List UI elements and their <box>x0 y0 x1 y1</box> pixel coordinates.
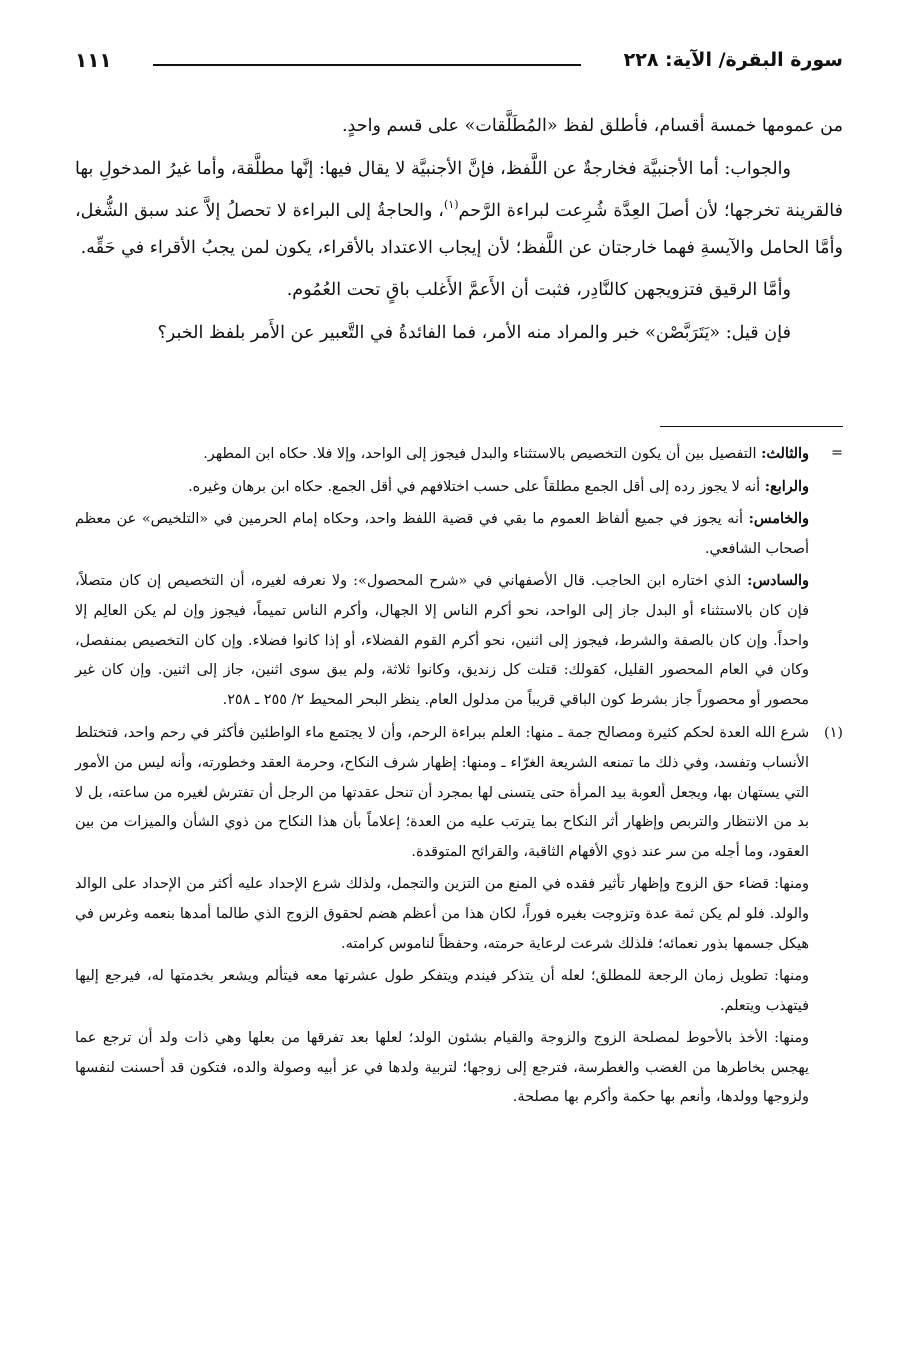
body-paragraph: من عمومها خمسة أقسام، فأطلق لفظ «المُطَلَّقات» على قسم واحدٍ. <box>341 116 843 136</box>
item-label: والثالث: <box>761 445 809 462</box>
footnotes <box>75 437 843 1113</box>
footnote-paragraph: ومنها: تطويل زمان الرجعة للمطلق؛ لعله أن يتذكر فيندم ويتفكر طول عشرتها معه فيتألم ويشعر بخدمتها له، فيرجع إليها فيتهذب ويتعلم. <box>75 968 809 1014</box>
page-header <box>75 40 843 80</box>
running-title: سورة البقرة/ الآية: ٢٢٨ <box>623 49 843 71</box>
body-paragraph: وأمَّا الرقيق فتزويجهن كالنَّادِر، فثبت أن الأَعمَّ الأَغلب باقٍ تحت العُمُوم. <box>286 280 791 300</box>
body-text: ، والحاجةُ إلى البراءة لا تحصلُ إلاَّ عند سبق الشُّغل، وأمَّا الحامل والآيسةِ فهما خارجتان عن اللَّفظ؛ لأن إيجاب الاعتداد بالأقراء، يكون لمن يجبُ الأقراء في حَقِّه. <box>75 201 843 258</box>
item-text: التفصيل بين أن يكون التخصيص بالاستثناء والبدل فيجوز إلى الواحد، وإلا فلا. حكاه ابن المطهر. <box>203 446 762 462</box>
footnote-reference: (١) <box>443 198 459 211</box>
body-paragraph <box>75 151 843 267</box>
main-text <box>75 108 843 351</box>
body-text: والجواب: أما الأجنبيَّة فخارجةٌ عن اللَّفظ، فإنَّ الأجنبيَّة لا يقال فيها: إنَّها مطلَّقة، وأما غيرُ المدخولِ بها فالقرينة تخرجها؛ لأن أصلَ العِدَّة شُرِعت لبراءة الرَّحم <box>75 158 843 221</box>
footnote-continuation <box>75 439 843 715</box>
body-paragraph: فإن قيل: «يَتَرَبَّصْن» خبر والمراد منه الأمر، فما الفائدةُ في التَّعبير عن الأَمر بلفظ الخبر؟ <box>157 322 791 343</box>
footnote-1 <box>75 719 843 1113</box>
footnote-paragraph: ومنها: قضاء حق الزوج وإظهار تأثير فقده في المنع من التزين والتجمل، ولذلك شرع الإحداد عليه أكثر من الإحداد على الوالد والولد. فلو لم يكن ثمة عدة وتزوجت بغيره فوراً، لكان هذا من أعظم هضم لحقوق الزوج الذي طالما أمدها بنعمه وغرس في هيكل جسمها بذور نعمائه؛ فلذلك شرعت لرعاية حرمته، وحفظاً لناموس كرامته. <box>75 876 809 952</box>
page-number: ١١١ <box>75 48 112 72</box>
item-text: أنه لا يجوز رده إلى أقل الجمع مطلقاً على حسب اختلافهم في أقل الجمع. حكاه ابن برهان وغيره. <box>188 478 765 495</box>
item-label: والسادس: <box>747 572 809 590</box>
continuation-marker: = <box>830 445 843 461</box>
header-rule <box>153 64 581 66</box>
footnote-item <box>75 472 809 503</box>
footnote-separator <box>660 426 843 427</box>
footnote-item <box>75 566 809 715</box>
item-label: والرابع: <box>764 477 809 495</box>
footnote-paragraph: شرع الله العدة لحكم كثيرة ومصالح جمة ـ منها: العلم ببراءة الرحم، وأن لا يجتمع ماء الواطئين فأكثر في رحم واحد، فتختلط الأنساب وتفسد، وفي ذلك ما تمنعه الشريعة الغرّاء ـ ومنها: إظهار شرف النكاح، وحرمة العقد وخطورته، وأنه ليس من الأمور التي يستهان بها، ويجعل ألعوبة بيد المرأة حتى يتسنى لها بمجرد أن تنحل عقدتها من الرجل أن تفترش لغيره من ساعته، بل لا بد من الانتظار والتربص وإظهار أثر النكاح بما يترتب عليه من العدة؛ إعلاماً بأن هذا النكاح من ذوي الشأن والميزات من بين العقود، وما أجله من سر عند ذوي الأفهام الثاقبة، والقرائح المتوقدة. <box>75 725 810 860</box>
item-text: الذي اختاره ابن الحاجب. قال الأصفهاني في «شرح المحصول»: ولا نعرفه لغيره، أن التخصيص إن كان متصلاً، فإن كان بالاستثناء أو البدل جاز إلى الواحد، نحو أكرم الناس إلا الجهال، وأكرم الناس تميماً، فيجوز وإن لم يكن العالِم إلا واحداً. وإن كان بالصفة والشرط، فيجوز إلى اثنين، نحو أكرم القوم الفضلاء، أو إذا كانوا فضلاء. وإن كان التخصيص بمنفصل، وكان في العام المحصور القليل، كقولك: قتلت كل زنديق، وكانوا ثلاثة، ولم يبق سوى اثنين، جاز إلى اثنين. وإن كان غير محصور أو محصوراً جاز بشرط كون الباقي قريباً من مدلول العام. ينظر البحر المحيط ٢/ ٢٥٥ ـ ٢٥٨. <box>75 573 809 708</box>
item-text: أنه يجوز في جميع ألفاظ العموم ما بقي في قضية اللفظ واحد، وحكاه إمام الحرمين في «التلخيص» عن معظم أصحاب الشافعي. <box>75 511 809 557</box>
footnote-item <box>75 439 809 470</box>
item-label: والخامس: <box>748 510 809 528</box>
footnote-paragraph: ومنها: الأخذ بالأحوط لمصلحة الزوج والزوجة والقيام بشئون الولد؛ لعلها بعد تفرقها من بعلها وهي ذات ولد أن ترجع عما يهجس بخاطرها من الغضب والغطرسة، فترجع إلى زوجها؛ لتربية ولدها في عز أبيه وصولة والده، فتكون قد أحسنت لنفسها ولزوجها وولدها، وأنعم بها حكمة وأكرم بها مصلحة. <box>75 1030 809 1106</box>
footnote-item <box>75 504 809 564</box>
footnote-marker: (١) <box>824 725 843 742</box>
